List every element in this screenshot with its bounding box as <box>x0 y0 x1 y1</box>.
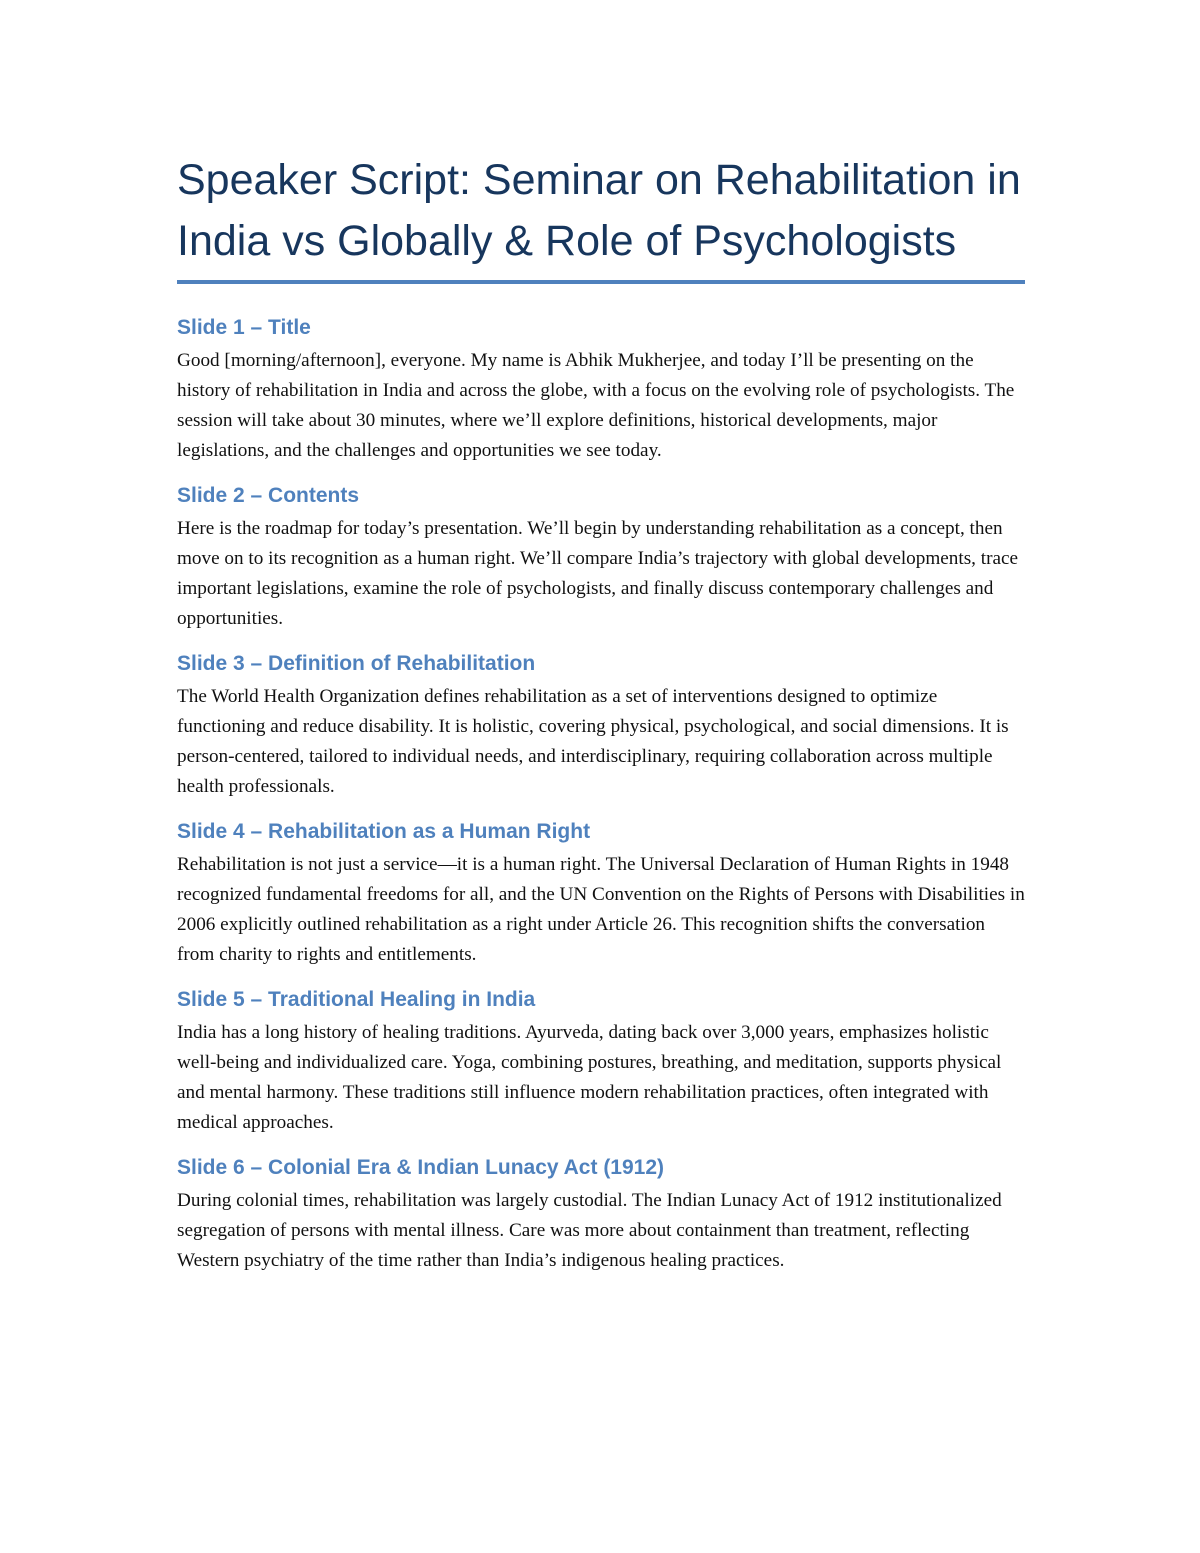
section-body: Rehabilitation is not just a service—it is a human right. The Universal Declaration of Human Rights in 1948 recognized fundamental freedoms for all, and the UN Convention on the Rights of Persons with Disabilities in 2006 explicitly outlined rehabilitation as a right under Article 26. This recognition shifts the conversation from charity to rights and entitlements. <box>177 854 1025 965</box>
document-title: Speaker Script: Seminar on Rehabilitation in India vs Globally & Role of Psychologists <box>177 156 1021 265</box>
section-body: The World Health Organization defines rehabilitation as a set of interventions designed to optimize functioning and reduce disability. It is holistic, covering physical, psychological, and social dimensions. It is person-centered, tailored to individual needs, and interdisciplinary, requiring collaboration across multiple health professionals. <box>177 686 1009 797</box>
section-heading: Slide 6 – Colonial Era & Indian Lunacy Act (1912) <box>177 1156 665 1179</box>
document-content <box>177 150 1025 1276</box>
section-heading: Slide 3 – Definition of Rehabilitation <box>177 652 536 675</box>
section-body: Good [morning/afternoon], everyone. My name is Abhik Mukherjee, and today I’ll be presenting on the history of rehabilitation in India and across the globe, with a focus on the evolving role of psychologists. The session will take about 30 minutes, where we’ll explore definitions, historical developments, major legislations, and the challenges and opportunities we see today. <box>177 350 1015 461</box>
section-slide-6 <box>177 1154 1025 1276</box>
title-underline-rule <box>177 280 1025 284</box>
section-body: During colonial times, rehabilitation was largely custodial. The Indian Lunacy Act of 1912 institutionalized segregation of persons with mental illness. Care was more about containment than treatment, reflecting Western psychiatry of the time rather than India’s indigenous healing practices. <box>177 1190 1002 1271</box>
section-heading: Slide 2 – Contents <box>177 484 360 507</box>
section-slide-5 <box>177 986 1025 1138</box>
section-body: Here is the roadmap for today’s presentation. We’ll begin by understanding rehabilitation as a concept, then move on to its recognition as a human right. We’ll compare India’s trajectory with global developments, trace important legislations, examine the role of psychologists, and finally discuss contemporary challenges and opportunities. <box>177 518 1019 629</box>
section-body: India has a long history of healing traditions. Ayurveda, dating back over 3,000 years, emphasizes holistic well-being and individualized care. Yoga, combining postures, breathing, and meditation, supports physical and mental harmony. These traditions still influence modern rehabilitation practices, often integrated with medical approaches. <box>177 1022 1002 1133</box>
section-heading: Slide 5 – Traditional Healing in India <box>177 988 536 1011</box>
section-slide-3 <box>177 650 1025 802</box>
section-slide-1 <box>177 314 1025 466</box>
section-heading: Slide 1 – Title <box>177 316 311 339</box>
section-slide-2 <box>177 482 1025 634</box>
section-heading: Slide 4 – Rehabilitation as a Human Right <box>177 820 591 843</box>
section-slide-4 <box>177 818 1025 970</box>
